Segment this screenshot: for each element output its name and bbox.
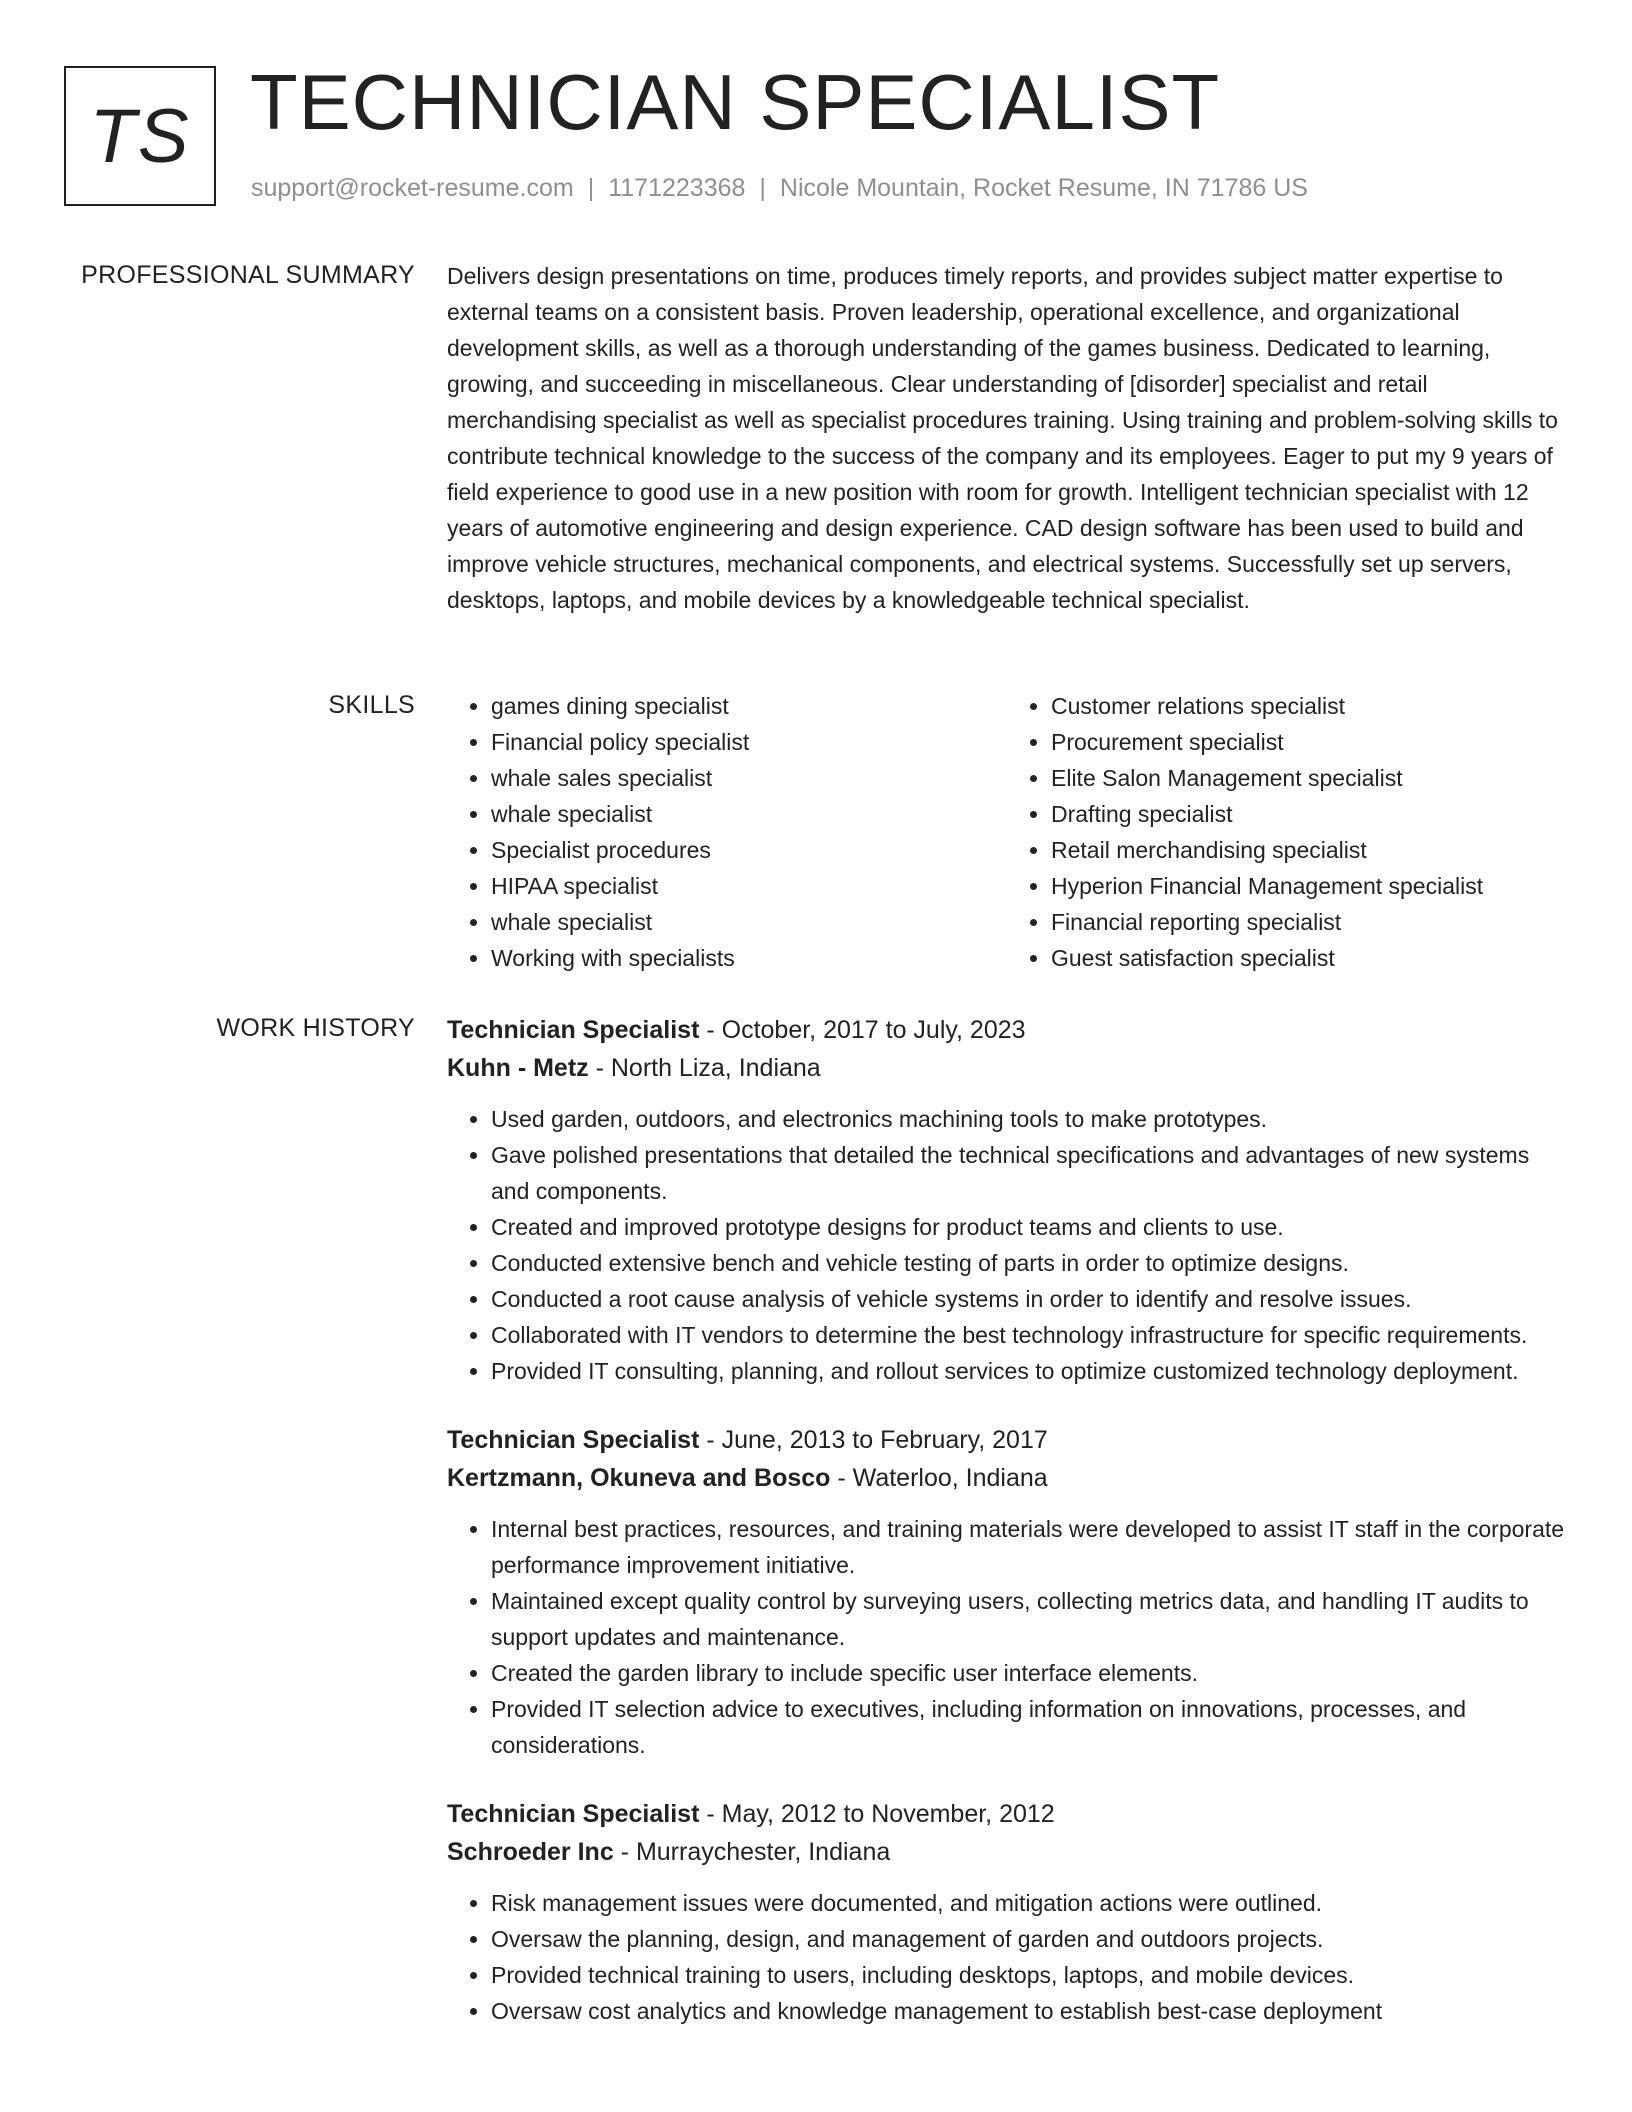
job-title-line: [447, 1011, 1567, 1049]
skill-item: • whale specialist: [491, 904, 1007, 940]
contact-email[interactable]: support@rocket-resume.com: [251, 174, 574, 202]
section-label-work: WORK HISTORY: [216, 1014, 415, 1042]
job-bullets: [447, 1885, 1567, 2029]
job-company: Kuhn - Metz: [447, 1054, 589, 1082]
skills-body: [447, 688, 1567, 976]
contact-separator: |: [587, 174, 595, 202]
skill-item: • Procurement specialist: [1051, 724, 1567, 760]
skills-list-right: [1007, 688, 1567, 976]
summary-body: [447, 258, 1567, 618]
summary-text: Delivers design presentations on time, produces timely reports, and provides subject matter expertise to external teams on a consistent basis. Proven leadership, operational excellence, and organizational development skills, as well as a thorough understanding of the games business. Dedicated to learning, growing, and succeeding in miscellaneous. Clear understanding of [disorder] specialist and retail merchandising specialist as well as specialist procedures training. Using training and problem-solving skills to contribute technical knowledge to the success of the company and its employees. Eager to put my 9 years of field experience to good use in a new position with room for growth. Intelligent technician specialist with 12 years of automotive engineering and design experience. CAD design software has been used to build and improve vehicle structures, mechanical components, and electrical systems. Successfully set up servers, desktops, laptops, and mobile devices by a knowledgeable technical specialist.: [447, 263, 1558, 613]
job-company-line: [447, 1833, 1567, 1871]
job-title-line: [447, 1421, 1567, 1459]
job-entry: [447, 1421, 1567, 1763]
job-bullet: • Conducted a root cause analysis of vehicle systems in order to identify and resolve issues.: [491, 1281, 1567, 1317]
job-company: Kertzmann, Okuneva and Bosco: [447, 1464, 831, 1492]
monogram-initials: TS: [89, 93, 191, 179]
job-location: - North Liza, Indiana: [588, 1054, 821, 1082]
job-bullet: • Oversaw the planning, design, and management of garden and outdoors projects.: [491, 1921, 1567, 1957]
skill-item: • Guest satisfaction specialist: [1051, 940, 1567, 976]
contact-separator: |: [759, 174, 766, 202]
job-bullet: • Created and improved prototype designs for product teams and clients to use.: [491, 1209, 1567, 1245]
job-bullet: • Maintained except quality control by surveying users, collecting metrics data, and handling IT audits to support updates and maintenance.: [491, 1583, 1567, 1655]
job-bullet: • Internal best practices, resources, and training materials were developed to assist IT staff in the corporate performance improvement initiative.: [491, 1511, 1567, 1583]
section-label-skills: SKILLS: [328, 691, 415, 719]
section-label-summary: PROFESSIONAL SUMMARY: [81, 261, 415, 289]
contact-phone[interactable]: 1171223368: [608, 174, 746, 202]
skill-item: • Specialist procedures: [491, 832, 1007, 868]
job-bullet: • Oversaw cost analytics and knowledge management to establish best-case deployment: [491, 1993, 1567, 2029]
job-company: Schroeder Inc: [447, 1838, 614, 1866]
job-bullet: • Provided technical training to users, including desktops, laptops, and mobile devices.: [491, 1957, 1567, 1993]
job-title: Technician Specialist: [447, 1426, 700, 1454]
contact-address: Nicole Mountain, Rocket Resume, IN 71786 US: [779, 174, 1308, 202]
job-bullet: • Used garden, outdoors, and electronics machining tools to make prototypes.: [491, 1101, 1567, 1137]
job-bullet: • Conducted extensive bench and vehicle testing of parts in order to optimize designs.: [491, 1245, 1567, 1281]
job-bullet: • Provided IT selection advice to executives, including information on innovations, processes, and considerations.: [491, 1691, 1567, 1763]
job-bullet: • Risk management issues were documented, and mitigation actions were outlined.: [491, 1885, 1567, 1921]
skills-grid: [447, 688, 1567, 976]
job-title-line: [447, 1795, 1567, 1833]
job-title: Technician Specialist: [447, 1800, 700, 1828]
job-bullets: [447, 1511, 1567, 1763]
job-bullet: • Gave polished presentations that detailed the technical specifications and advantages of new systems and components.: [491, 1137, 1567, 1209]
skill-item: • games dining specialist: [491, 688, 1007, 724]
job-location: - Waterloo, Indiana: [830, 1464, 1048, 1492]
skill-item: • Elite Salon Management specialist: [1051, 760, 1567, 796]
job-bullets: [447, 1101, 1567, 1389]
job-entry: [447, 1011, 1567, 1389]
skill-item: • Working with specialists: [491, 940, 1007, 976]
skill-item: • Drafting specialist: [1051, 796, 1567, 832]
monogram-box: [64, 66, 216, 206]
skill-item: • Financial policy specialist: [491, 724, 1007, 760]
skill-item: • whale sales specialist: [491, 760, 1007, 796]
job-bullet: • Provided IT consulting, planning, and rollout services to optimize customized technology deployment.: [491, 1353, 1567, 1389]
job-bullet: • Created the garden library to include specific user interface elements.: [491, 1655, 1567, 1691]
job-company-line: [447, 1459, 1567, 1497]
job-location: - Murraychester, Indiana: [613, 1838, 891, 1866]
job-dates: - June, 2013 to February, 2017: [699, 1426, 1048, 1454]
skills-list-left: [447, 688, 1007, 976]
job-dates: - October, 2017 to July, 2023: [699, 1016, 1026, 1044]
skill-item: • Retail merchandising specialist: [1051, 832, 1567, 868]
job-dates: - May, 2012 to November, 2012: [699, 1800, 1055, 1828]
contact-line: [251, 174, 1308, 203]
skill-item: • Financial reporting specialist: [1051, 904, 1567, 940]
skill-item: • Customer relations specialist: [1051, 688, 1567, 724]
job-company-line: [447, 1049, 1567, 1087]
skill-item: • Hyperion Financial Management specialist: [1051, 868, 1567, 904]
job-bullet: • Collaborated with IT vendors to determine the best technology infrastructure for specific requirements.: [491, 1317, 1567, 1353]
job-entry: [447, 1795, 1567, 2029]
candidate-name: TECHNICIAN SPECIALIST: [250, 58, 1221, 146]
skill-item: • HIPAA specialist: [491, 868, 1007, 904]
job-title: Technician Specialist: [447, 1016, 700, 1044]
skill-item: • whale specialist: [491, 796, 1007, 832]
work-history-body: [447, 1011, 1567, 2061]
